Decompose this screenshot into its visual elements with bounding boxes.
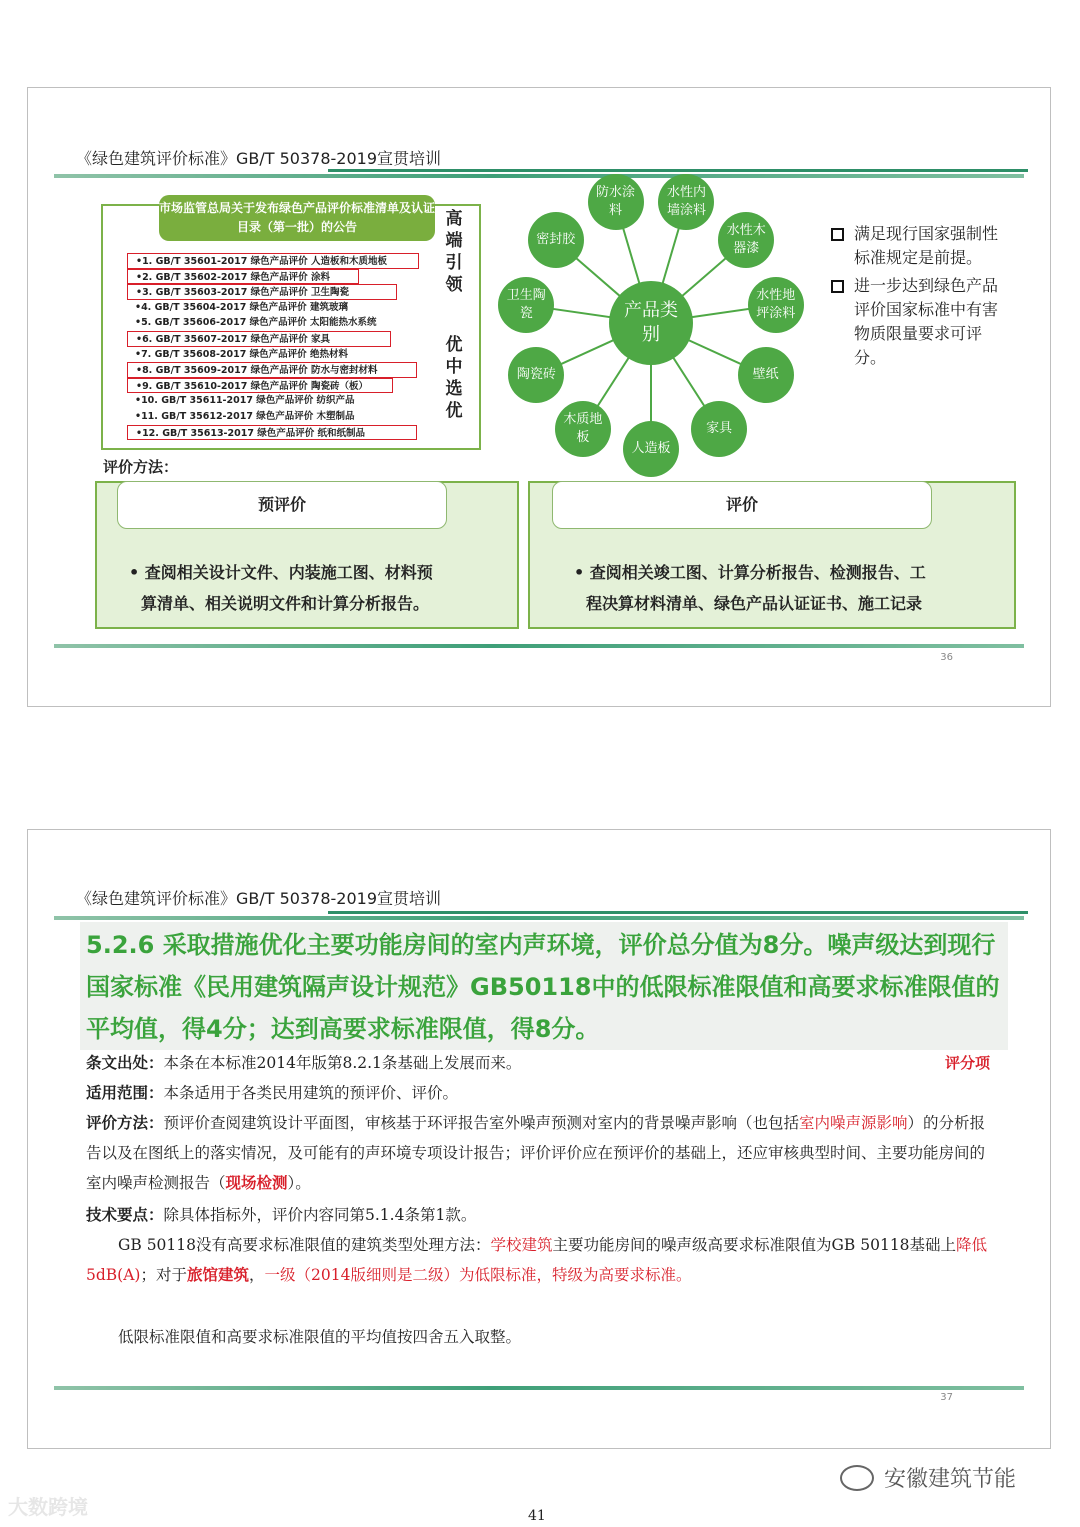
- evaluation-title: 评价: [552, 481, 932, 529]
- product-category-center-node: 产品类别: [609, 281, 693, 365]
- product-node: 家具: [691, 401, 747, 457]
- clause-technical-points: 技术要点：除具体指标外，评价内容同第5.1.4条第1款。: [86, 1205, 477, 1224]
- slide-header-title: 《绿色建筑评价标准》GB/T 50378-2019宣贯培训: [76, 889, 442, 908]
- product-node: 水性木器漆: [718, 212, 774, 268]
- evaluation-method-label: 评价方法：: [103, 458, 179, 476]
- slide-page-number: 36: [940, 652, 953, 663]
- score-item-tag: 评分项: [944, 1054, 990, 1072]
- standard-item: •2. GB/T 35602-2017 绿色产品评价 涂料: [127, 269, 359, 285]
- wechat-icon: [840, 1465, 874, 1491]
- slogan-char: 选: [445, 379, 463, 399]
- slogan-char: 领: [445, 275, 463, 295]
- product-node: 卫生陶瓷: [498, 277, 554, 333]
- product-node: 水性内墙涂料: [658, 174, 714, 230]
- slide-37: [27, 829, 1051, 1449]
- checkbox-icon: [831, 228, 844, 241]
- slogan-char: 引: [445, 253, 463, 273]
- pre-evaluation-title: 预评价: [117, 481, 447, 529]
- standard-item: •9. GB/T 35610-2017 绿色产品评价 陶瓷砖（板）: [127, 378, 393, 394]
- watermark-left: 大数跨境: [8, 1495, 88, 1519]
- footer-rule: [54, 644, 1024, 648]
- slogan-char: 端: [445, 231, 463, 251]
- slide-header-title: 《绿色建筑评价标准》GB/T 50378-2019宣贯培训: [76, 149, 442, 168]
- standard-item: •6. GB/T 35607-2017 绿色产品评价 家具: [127, 331, 391, 347]
- product-node: 水性地坪涂料: [748, 277, 804, 333]
- clause-source: 条文出处：本条在本标准2014年版第8.2.1条基础上发展而来。: [86, 1053, 522, 1072]
- standard-item: •7. GB/T 35608-2017 绿色产品评价 绝热材料: [135, 348, 348, 360]
- slide-page-number: 37: [940, 1392, 953, 1403]
- bullet-item: 进一步达到绿色产品评价国家标准中有害物质限量要求可评分。: [828, 274, 1008, 370]
- standard-item: •8. GB/T 35609-2017 绿色产品评价 防水与密封材料: [127, 362, 417, 378]
- footer-rule: [54, 1386, 1024, 1390]
- standard-item: •1. GB/T 35601-2017 绿色产品评价 人造板和木质地板: [127, 253, 419, 269]
- slogan-char: 优: [445, 401, 463, 421]
- product-node: 人造板: [623, 421, 679, 477]
- standard-item: •5. GB/T 35606-2017 绿色产品评价 太阳能热水系统: [135, 317, 377, 329]
- clause-scope: 适用范围：本条适用于各类民用建筑的预评价、评价。: [86, 1083, 459, 1102]
- slogan-char: 中: [445, 357, 463, 377]
- product-node: 壁纸: [738, 347, 794, 403]
- pre-evaluation-panel: [95, 481, 519, 629]
- slogan-char: 高: [445, 209, 463, 229]
- slide-36: [27, 87, 1051, 707]
- product-node: 陶瓷砖: [508, 347, 564, 403]
- gb50118-note: GB 50118没有高要求标准限值的建筑类型处理方法：学校建筑主要功能房间的噪声级高要求标准限值为GB 50118基础上降低5dB(A)；对于旅馆建筑，一级（2014版细则是二级）为低限标准，特级为高要求标准。: [86, 1236, 988, 1284]
- product-node: 密封胶: [528, 212, 584, 268]
- watermark-right: 安徽建筑节能: [840, 1462, 1016, 1493]
- clause-method: 评价方法：预评价查阅建筑设计平面图，审核基于环评报告室外噪声预测对室内的背景噪声影响（也包括室内噪声源影响）的分析报告以及在图纸上的落实情况，及可能有的声环境专项设计报告；评价评价应在预评价的基础上，还应审核典型时间、主要功能房间的室内噪声检测报告（现场检测）。: [86, 1113, 986, 1192]
- product-node: 木质地板: [555, 401, 611, 457]
- checkbox-icon: [831, 280, 844, 293]
- pre-evaluation-text: • 查阅相关设计文件、内装施工图、材料预 算清单、相关说明文件和计算分析报告。: [129, 563, 433, 613]
- evaluation-panel: [528, 481, 1016, 629]
- requirement-bullets: [828, 222, 1008, 374]
- header-rule-accent: [328, 911, 1028, 914]
- bullet-item: 满足现行国家强制性标准规定是前提。: [828, 222, 1008, 270]
- header-rule: [54, 916, 1024, 920]
- average-rounding-note: 低限标准限值和高要求标准限值的平均值按四舍五入取整。: [118, 1328, 522, 1346]
- slogan-char: 优: [445, 335, 463, 355]
- evaluation-text: • 查阅相关竣工图、计算分析报告、检测报告、工 程决算材料清单、绿色产品认证证书、施工记录: [574, 563, 926, 613]
- announcement-title: 市场监管总局关于发布绿色产品评价标准清单及认证目录（第一批）的公告: [159, 195, 435, 241]
- standard-item: •3. GB/T 35603-2017 绿色产品评价 卫生陶瓷: [127, 284, 397, 300]
- product-node: 防水涂料: [588, 174, 644, 230]
- document-page-number: 41: [528, 1508, 546, 1524]
- standard-item: •4. GB/T 35604-2017 绿色产品评价 建筑玻璃: [135, 301, 348, 313]
- clause-headline: 5.2.6 采取措施优化主要功能房间的室内声环境，评价总分值为8分。噪声级达到现行国家标准《民用建筑隔声设计规范》GB50118中的低限标准限值和高要求标准限值的平均值，得4分；达到高要求标准限值，得8分。: [86, 931, 1000, 1043]
- standard-item: •10. GB/T 35611-2017 绿色产品评价 纺织产品: [135, 395, 355, 407]
- standard-item: •11. GB/T 35612-2017 绿色产品评价 木塑制品: [135, 410, 355, 422]
- standard-item: •12. GB/T 35613-2017 绿色产品评价 纸和纸制品: [127, 425, 417, 441]
